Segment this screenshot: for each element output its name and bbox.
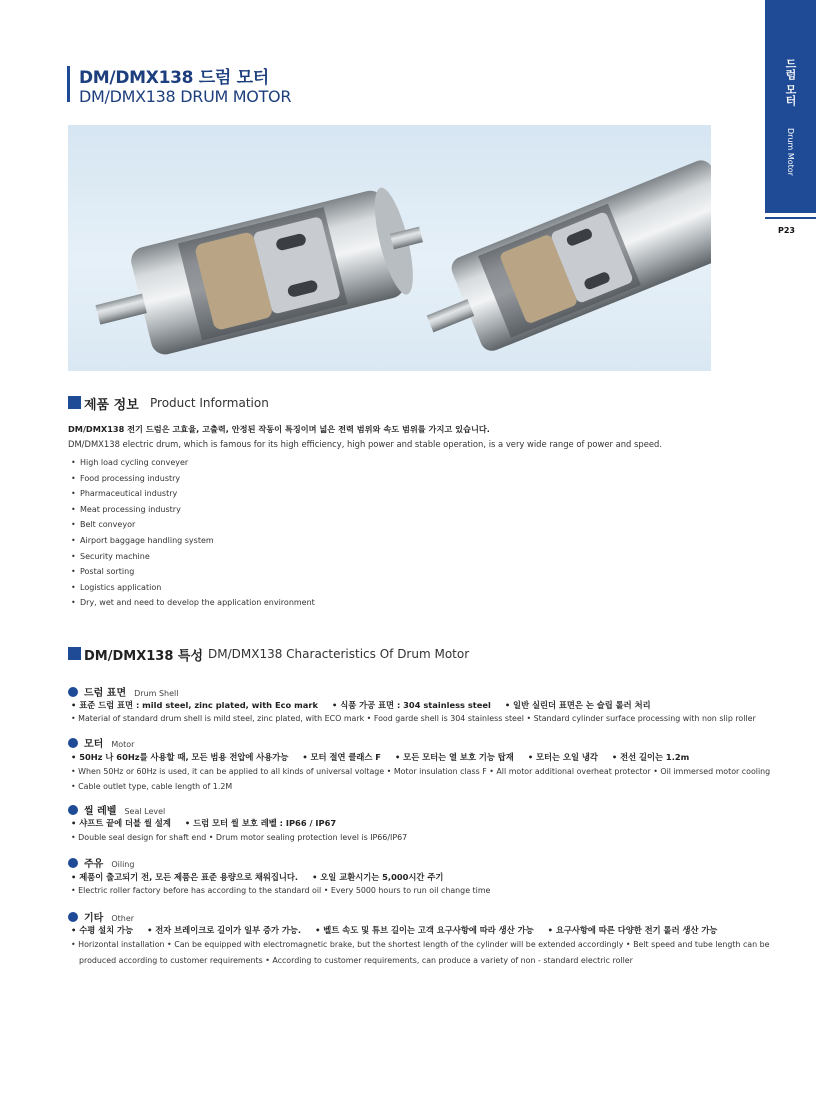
list-item: • Postal sorting xyxy=(71,567,315,583)
section-marker xyxy=(68,396,81,409)
characteristics-heading-english: DM/DMX138 Characteristics Of Drum Motor xyxy=(208,647,470,661)
page-title-korean: DM/DMX138 드럼 모터 xyxy=(79,68,269,88)
characteristics-heading-korean: DM/DMX138 특성 xyxy=(84,649,204,664)
other-en-line-2: produced according to customer requirements • According to customer requirements, can produce a variety of non - standard electric roller xyxy=(79,956,633,965)
bullet-dot-icon xyxy=(68,738,78,748)
oiling-ko-line: • 제품이 출고되기 전, 모든 제품은 표준 용량으로 채워집니다. • 오일 교환시기는 5,000시간 주기 xyxy=(71,872,444,882)
drum-shell-ko-line: • 표준 드럼 표면 : mild steel, zinc plated, with Eco mark • 식품 가공 표면 : 304 stainless steel • 일반 실린더 표면은 논 슬립 롤러 처리 xyxy=(71,700,651,710)
other-subheading: 기타 Other xyxy=(68,906,134,925)
other-ko-line: • 수평 설치 가능 • 전자 브레이크로 길이가 일부 증가 가능. • 벨트 속도 및 튜브 길이는 고객 요구사항에 따라 생산 가능 • 요구사항에 따른 다양한 전기 롤러 생산 가능 xyxy=(71,925,718,935)
product-info-heading-korean: 제품 정보 xyxy=(84,398,139,413)
bullet-dot-icon xyxy=(68,687,78,697)
other-en-line: • Horizontal installation • Can be equipped with electromagnetic brake, but the shortest length of the cylinder will be extended accordingly • Belt speed and tube length can be xyxy=(71,940,770,949)
motor-en-line: • When 50Hz or 60Hz is used, it can be applied to all kinds of universal voltage • Motor insulation class F • All motor additional overheat protector • Oil immersed motor cooling xyxy=(71,767,771,776)
side-divider xyxy=(765,217,816,219)
bullet-dot-icon xyxy=(68,912,78,922)
drum-motor-illustration xyxy=(68,125,711,371)
list-item: • Belt conveyor xyxy=(71,520,315,536)
bullet-dot-icon xyxy=(68,858,78,868)
page-number: P23 xyxy=(778,226,795,235)
page-title-english: DM/DMX138 DRUM MOTOR xyxy=(79,87,292,106)
motor-en-line-2: • Cable outlet type, cable length of 1.2M xyxy=(71,782,233,791)
side-tab-label-english: Drum Motor xyxy=(786,128,795,176)
drum-motor-photo xyxy=(68,125,711,371)
motor-subheading: 모터 Motor xyxy=(68,732,134,751)
oiling-en-line: • Electric roller factory before has according to the standard oil • Every 5000 hours to run oil change time xyxy=(71,886,491,895)
list-item: • Meat processing industry xyxy=(71,505,315,521)
list-item: • Pharmaceutical industry xyxy=(71,489,315,505)
section-marker xyxy=(68,647,81,660)
motor-ko-line: • 50Hz 나 60Hz를 사용할 때, 모든 범용 전압에 사용가능 • 모터 절연 클래스 F • 모든 모터는 열 보호 기능 탑재 • 모터는 오일 냉각 • 전선 길이는 1.2m xyxy=(71,752,690,762)
seal-level-en-line: • Double seal design for shaft end • Drum motor sealing protection level is IP66/IP67 xyxy=(71,833,408,842)
list-item: • Airport baggage handling system xyxy=(71,536,315,552)
list-item: • Logistics application xyxy=(71,583,315,599)
list-item: • Security machine xyxy=(71,552,315,568)
side-tab-label-korean: 드럼 모터 xyxy=(784,58,797,106)
drum-shell-subheading: 드럼 표면 Drum Shell xyxy=(68,681,179,700)
title-accent-bar xyxy=(67,66,70,102)
bullet-dot-icon xyxy=(68,805,78,815)
drum-shell-en-line: • Material of standard drum shell is mild steel, zinc plated, with ECO mark • Food garde shell is 304 stainless steel • Standard cylinder surface processing with non slip roller xyxy=(71,714,756,723)
list-item: • High load cycling conveyer xyxy=(71,458,315,474)
seal-level-ko-line: • 샤프트 끝에 더블 씰 설계 • 드럼 모터 씰 보호 레벨 : IP66 / IP67 xyxy=(71,818,337,828)
list-item: • Food processing industry xyxy=(71,474,315,490)
list-item: • Dry, wet and need to develop the application environment xyxy=(71,598,315,614)
product-description-korean: DM/DMX138 전기 드럼은 고효율, 고출력, 안정된 작동이 특징이며 넓은 전력 범위와 속도 범위를 가지고 있습니다. xyxy=(68,424,490,434)
product-info-heading-english: Product Information xyxy=(150,396,269,410)
oiling-subheading: 주유 Oiling xyxy=(68,852,134,871)
side-chapter-tab[interactable] xyxy=(765,0,816,213)
seal-level-subheading: 씰 레벨 Seal Level xyxy=(68,799,165,818)
industry-list xyxy=(71,458,315,614)
product-description-english: DM/DMX138 electric drum, which is famous for its high efficiency, high power and stable operation, is a very wide range of power and speed. xyxy=(68,439,662,449)
